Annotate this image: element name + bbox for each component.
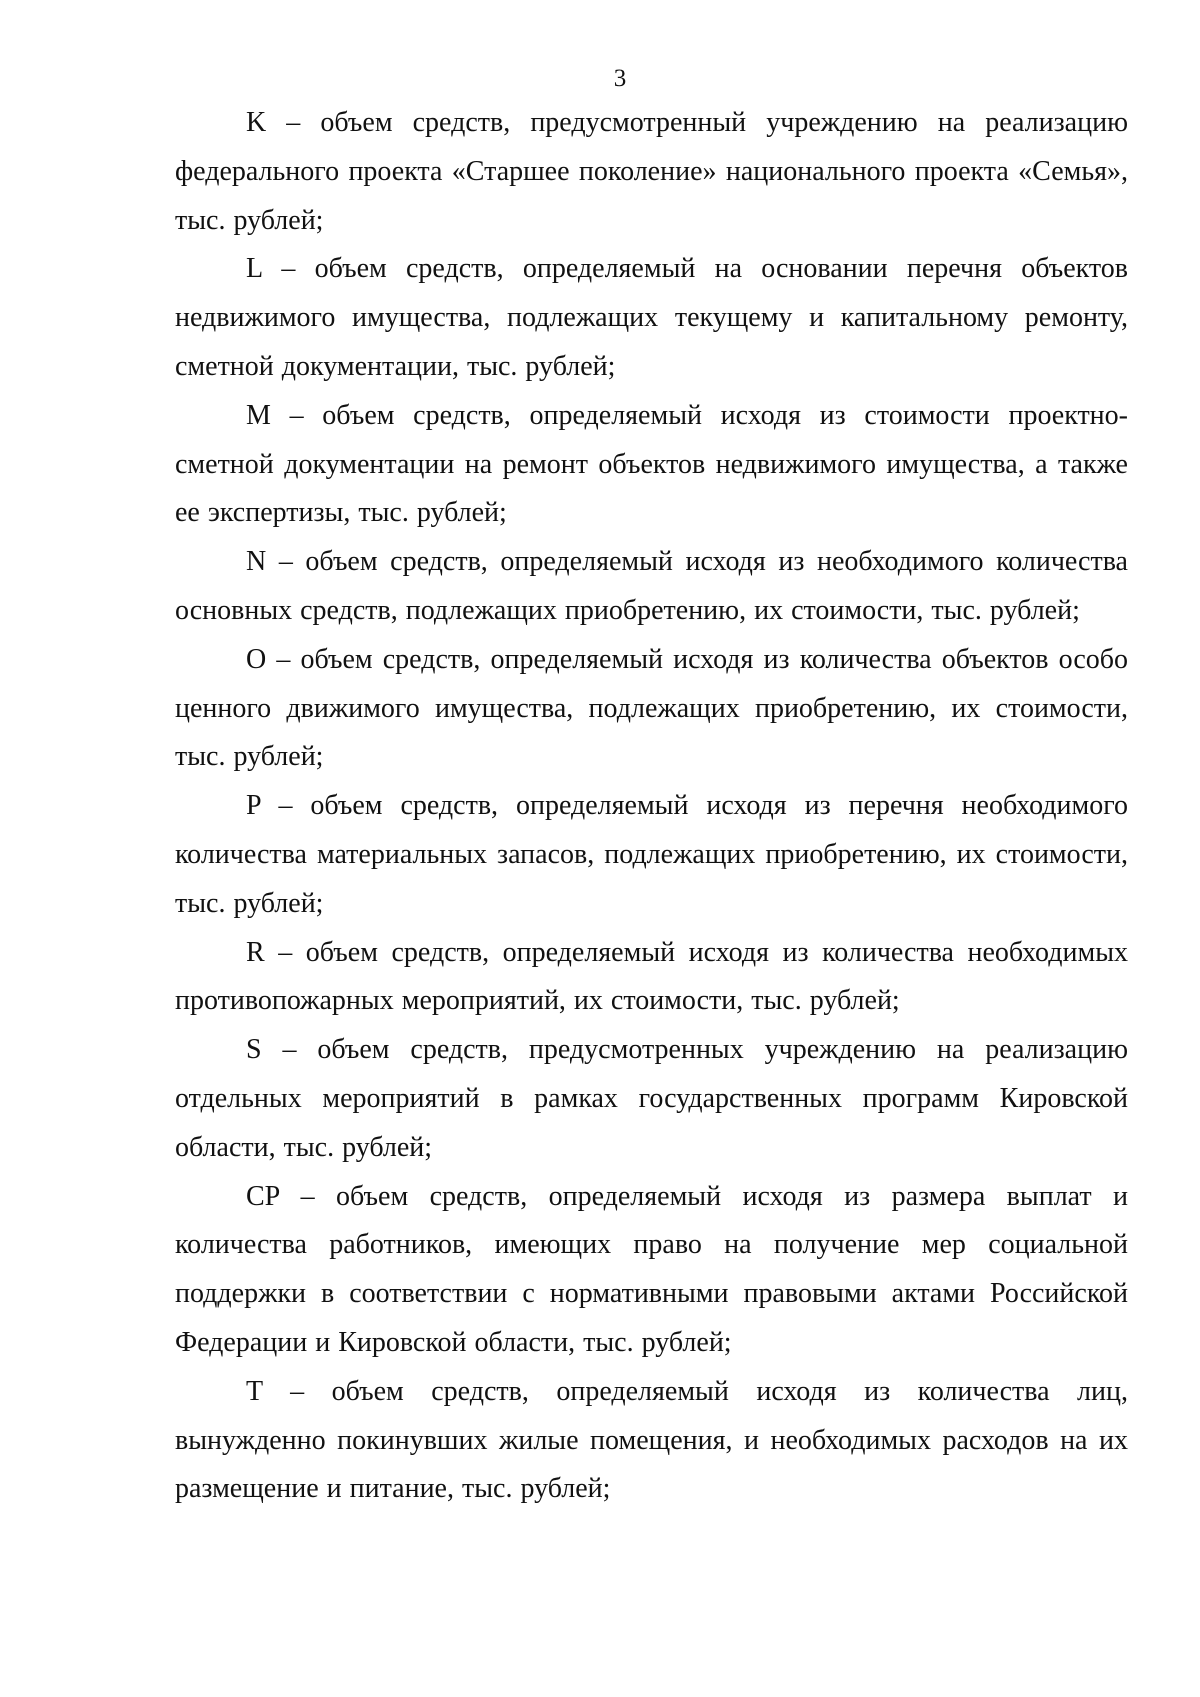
paragraph-cp: CP – объем средств, определяемый исходя из размера выплат и количества работников, имеющих право на получение мер социальной поддержки в соответствии с нормативными правовыми актами Российской Федерации и Кировской области, тыс. рублей; xyxy=(175,1180,1128,1358)
paragraph-k: K – объем средств, предусмотренный учреждению на реализацию федерального проекта «Старшее поколение» национального проекта «Семья», тыс. рублей; xyxy=(175,107,1128,236)
paragraph-p: P – объем средств, определяемый исходя из перечня необходимого количества материальных запасов, подлежащих приобретению, их стоимости, тыс. рублей; xyxy=(175,790,1128,919)
paragraph-s: S – объем средств, предусмотренных учреждению на реализацию отдельных мероприятий в рамках государственных программ Кировской области, тыс. рублей; xyxy=(175,1034,1128,1163)
paragraph-o: O – объем средств, определяемый исходя из количества объектов особо ценного движимого имущества, подлежащих приобретению, их стоимости, тыс. рублей; xyxy=(175,643,1128,773)
page-number: 3 xyxy=(613,65,627,92)
document-body xyxy=(175,99,1128,1514)
paragraph-n: N – объем средств, определяемый исходя из необходимого количества основных средств, подлежащих приобретению, их стоимости, тыс. рублей; xyxy=(175,546,1128,626)
paragraph-m: M – объем средств, определяемый исходя из стоимости проектно-сметной документации на ремонт объектов недвижимого имущества, а также ее экспертизы, тыс. рублей; xyxy=(175,399,1128,529)
paragraph-t: T – объем средств, определяемый исходя из количества лиц, вынужденно покинувших жилые помещения, и необходимых расходов на их размещение и питание, тыс. рублей; xyxy=(175,1375,1128,1505)
paragraph-r: R – объем средств, определяемый исходя из количества необходимых противопожарных мероприятий, их стоимости, тыс. рублей; xyxy=(175,936,1128,1017)
paragraph-l: L – объем средств, определяемый на основании перечня объектов недвижимого имущества, подлежащих текущему и капитальному ремонту, сметной документации, тыс. рублей; xyxy=(175,253,1128,382)
